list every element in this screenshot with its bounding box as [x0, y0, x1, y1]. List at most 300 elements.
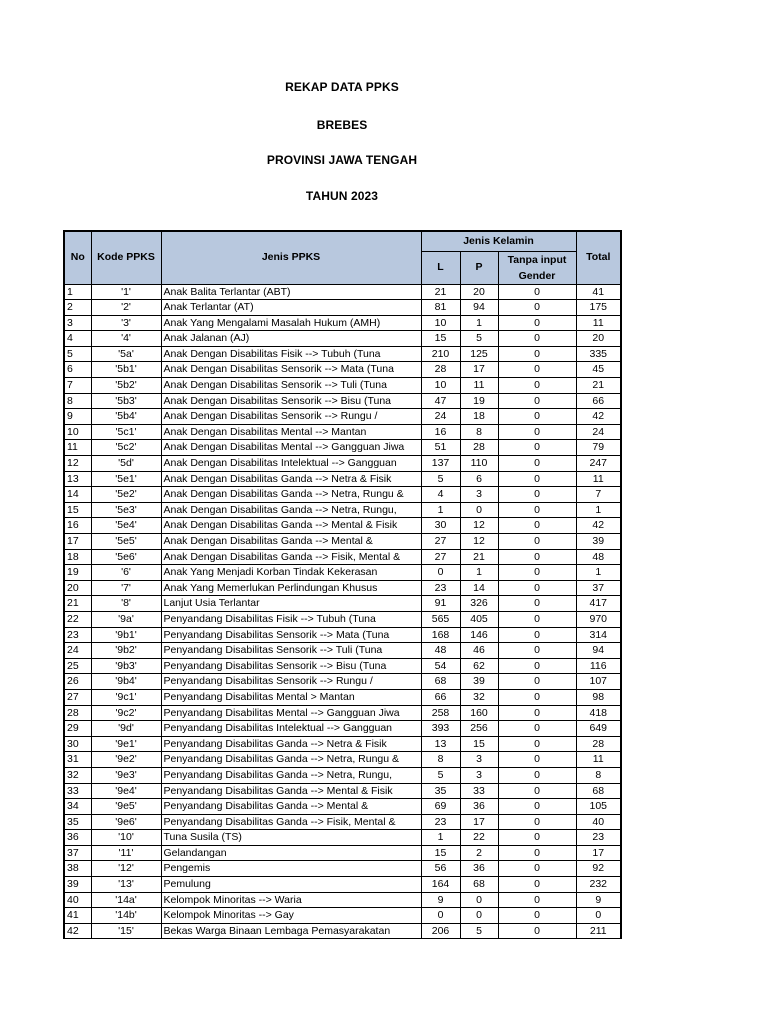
cell-no: 25 — [64, 658, 91, 674]
cell-l: 35 — [421, 783, 460, 799]
cell-p: 1 — [460, 315, 498, 331]
cell-no: 28 — [64, 705, 91, 721]
cell-no: 39 — [64, 877, 91, 893]
cell-l: 30 — [421, 518, 460, 534]
cell-no: 17 — [64, 534, 91, 550]
cell-tanpa-gender: 0 — [498, 346, 576, 362]
cell-no: 22 — [64, 611, 91, 627]
table-row — [64, 549, 621, 565]
cell-total: 23 — [576, 830, 621, 846]
cell-jenis: Anak Yang Memerlukan Perlindungan Khusus — [161, 580, 421, 596]
cell-tanpa-gender: 0 — [498, 923, 576, 939]
cell-tanpa-gender: 0 — [498, 378, 576, 394]
cell-kode: '9e1' — [91, 736, 161, 752]
table-row — [64, 300, 621, 316]
cell-total: 68 — [576, 783, 621, 799]
table-row — [64, 767, 621, 783]
cell-tanpa-gender: 0 — [498, 393, 576, 409]
cell-tanpa-gender: 0 — [498, 627, 576, 643]
cell-jenis: Lanjut Usia Terlantar — [161, 596, 421, 612]
cell-kode: '1' — [91, 284, 161, 300]
title-rekap: REKAP DATA PPKS — [285, 80, 399, 94]
cell-l: 51 — [421, 440, 460, 456]
cell-kode: '15' — [91, 923, 161, 939]
cell-total: 42 — [576, 409, 621, 425]
cell-p: 19 — [460, 393, 498, 409]
cell-tanpa-gender: 0 — [498, 284, 576, 300]
cell-p: 18 — [460, 409, 498, 425]
cell-kode: '9b1' — [91, 627, 161, 643]
table-row — [64, 689, 621, 705]
cell-tanpa-gender: 0 — [498, 689, 576, 705]
cell-p: 17 — [460, 814, 498, 830]
cell-jenis: Anak Yang Mengalami Masalah Hukum (AMH) — [161, 315, 421, 331]
cell-kode: '6' — [91, 565, 161, 581]
cell-jenis: Anak Dengan Disabilitas Sensorik --> Bisu (Tuna — [161, 393, 421, 409]
cell-jenis: Anak Dengan Disabilitas Ganda --> Mental & Fisik — [161, 518, 421, 534]
cell-tanpa-gender: 0 — [498, 783, 576, 799]
cell-l: 9 — [421, 892, 460, 908]
cell-p: 1 — [460, 565, 498, 581]
cell-l: 210 — [421, 346, 460, 362]
cell-kode: '5c2' — [91, 440, 161, 456]
cell-l: 393 — [421, 721, 460, 737]
table-row — [64, 596, 621, 612]
cell-jenis: Penyandang Disabilitas Ganda --> Netra, Rungu, — [161, 767, 421, 783]
table-body — [64, 284, 621, 939]
cell-p: 20 — [460, 284, 498, 300]
cell-l: 5 — [421, 471, 460, 487]
cell-kode: '5e2' — [91, 487, 161, 503]
cell-total: 21 — [576, 378, 621, 394]
cell-jenis: Penyandang Disabilitas Sensorik --> Tuli (Tuna — [161, 643, 421, 659]
cell-kode: '14a' — [91, 892, 161, 908]
table-row — [64, 861, 621, 877]
cell-no: 35 — [64, 814, 91, 830]
cell-total: 175 — [576, 300, 621, 316]
cell-l: 8 — [421, 752, 460, 768]
cell-l: 4 — [421, 487, 460, 503]
cell-p: 12 — [460, 534, 498, 550]
cell-kode: '5e4' — [91, 518, 161, 534]
cell-p: 94 — [460, 300, 498, 316]
cell-l: 0 — [421, 565, 460, 581]
cell-no: 20 — [64, 580, 91, 596]
cell-tanpa-gender: 0 — [498, 565, 576, 581]
cell-kode: '9e2' — [91, 752, 161, 768]
cell-tanpa-gender: 0 — [498, 674, 576, 690]
cell-kode: '9b2' — [91, 643, 161, 659]
cell-kode: '9a' — [91, 611, 161, 627]
cell-p: 256 — [460, 721, 498, 737]
cell-jenis: Anak Dengan Disabilitas Mental --> Gangguan Jiwa — [161, 440, 421, 456]
table-row — [64, 565, 621, 581]
cell-kode: '9b3' — [91, 658, 161, 674]
cell-jenis: Anak Dengan Disabilitas Fisik --> Tubuh (Tuna — [161, 346, 421, 362]
cell-tanpa-gender: 0 — [498, 534, 576, 550]
ppks-table — [63, 230, 622, 939]
cell-kode: '5e3' — [91, 502, 161, 518]
cell-l: 54 — [421, 658, 460, 674]
cell-tanpa-gender: 0 — [498, 892, 576, 908]
table-row — [64, 643, 621, 659]
cell-total: 314 — [576, 627, 621, 643]
cell-tanpa-gender: 0 — [498, 705, 576, 721]
cell-kode: '5b4' — [91, 409, 161, 425]
cell-l: 23 — [421, 814, 460, 830]
cell-l: 10 — [421, 315, 460, 331]
table-row — [64, 923, 621, 939]
cell-total: 649 — [576, 721, 621, 737]
cell-jenis: Anak Dengan Disabilitas Sensorik --> Tuli (Tuna — [161, 378, 421, 394]
table-row — [64, 830, 621, 846]
cell-total: 20 — [576, 331, 621, 347]
cell-jenis: Penyandang Disabilitas Fisik --> Tubuh (Tuna — [161, 611, 421, 627]
cell-kode: '12' — [91, 861, 161, 877]
table-row — [64, 456, 621, 472]
cell-no: 16 — [64, 518, 91, 534]
cell-kode: '9c2' — [91, 705, 161, 721]
table-row — [64, 611, 621, 627]
cell-kode: '5b3' — [91, 393, 161, 409]
cell-total: 24 — [576, 424, 621, 440]
cell-total: 116 — [576, 658, 621, 674]
cell-p: 36 — [460, 861, 498, 877]
cell-l: 24 — [421, 409, 460, 425]
cell-total: 17 — [576, 845, 621, 861]
cell-total: 1 — [576, 502, 621, 518]
cell-no: 15 — [64, 502, 91, 518]
cell-jenis: Anak Balita Terlantar (ABT) — [161, 284, 421, 300]
cell-kode: '9b4' — [91, 674, 161, 690]
table-row — [64, 627, 621, 643]
cell-p: 28 — [460, 440, 498, 456]
table-row — [64, 736, 621, 752]
cell-total: 11 — [576, 471, 621, 487]
cell-no: 19 — [64, 565, 91, 581]
cell-total: 11 — [576, 315, 621, 331]
cell-no: 1 — [64, 284, 91, 300]
cell-l: 28 — [421, 362, 460, 378]
cell-kode: '13' — [91, 877, 161, 893]
cell-no: 6 — [64, 362, 91, 378]
cell-tanpa-gender: 0 — [498, 752, 576, 768]
cell-tanpa-gender: 0 — [498, 830, 576, 846]
cell-kode: '5c1' — [91, 424, 161, 440]
cell-jenis: Kelompok Minoritas --> Gay — [161, 908, 421, 924]
cell-l: 0 — [421, 908, 460, 924]
cell-kode: '9e3' — [91, 767, 161, 783]
cell-no: 9 — [64, 409, 91, 425]
cell-p: 32 — [460, 689, 498, 705]
table-row — [64, 674, 621, 690]
cell-l: 21 — [421, 284, 460, 300]
table-row — [64, 409, 621, 425]
cell-no: 36 — [64, 830, 91, 846]
header-tanpa-gender: Tanpa input Gender — [498, 251, 576, 284]
cell-no: 38 — [64, 861, 91, 877]
header-l: L — [421, 251, 460, 284]
cell-l: 1 — [421, 502, 460, 518]
cell-jenis: Penyandang Disabilitas Sensorik --> Mata (Tuna — [161, 627, 421, 643]
cell-tanpa-gender: 0 — [498, 518, 576, 534]
cell-tanpa-gender: 0 — [498, 300, 576, 316]
cell-kode: '5e6' — [91, 549, 161, 565]
cell-p: 36 — [460, 799, 498, 815]
table-row — [64, 393, 621, 409]
cell-p: 160 — [460, 705, 498, 721]
cell-l: 168 — [421, 627, 460, 643]
cell-no: 42 — [64, 923, 91, 939]
cell-p: 5 — [460, 331, 498, 347]
table-row — [64, 752, 621, 768]
header-jenis: Jenis PPKS — [161, 231, 421, 284]
cell-tanpa-gender: 0 — [498, 502, 576, 518]
table-row — [64, 799, 621, 815]
table-row — [64, 892, 621, 908]
table-row — [64, 845, 621, 861]
cell-kode: '11' — [91, 845, 161, 861]
cell-jenis: Anak Jalanan (AJ) — [161, 331, 421, 347]
cell-p: 146 — [460, 627, 498, 643]
table-row — [64, 362, 621, 378]
cell-kode: '5b2' — [91, 378, 161, 394]
cell-p: 0 — [460, 502, 498, 518]
cell-jenis: Penyandang Disabilitas Ganda --> Mental & Fisik — [161, 783, 421, 799]
cell-no: 24 — [64, 643, 91, 659]
cell-jenis: Gelandangan — [161, 845, 421, 861]
cell-tanpa-gender: 0 — [498, 877, 576, 893]
cell-l: 69 — [421, 799, 460, 815]
cell-l: 23 — [421, 580, 460, 596]
cell-p: 22 — [460, 830, 498, 846]
cell-tanpa-gender: 0 — [498, 331, 576, 347]
cell-no: 21 — [64, 596, 91, 612]
cell-total: 247 — [576, 456, 621, 472]
cell-l: 91 — [421, 596, 460, 612]
table-row — [64, 502, 621, 518]
cell-l: 206 — [421, 923, 460, 939]
cell-l: 27 — [421, 549, 460, 565]
cell-total: 42 — [576, 518, 621, 534]
cell-total: 40 — [576, 814, 621, 830]
cell-tanpa-gender: 0 — [498, 658, 576, 674]
cell-total: 39 — [576, 534, 621, 550]
cell-total: 418 — [576, 705, 621, 721]
cell-jenis: Penyandang Disabilitas Mental --> Gangguan Jiwa — [161, 705, 421, 721]
cell-tanpa-gender: 0 — [498, 580, 576, 596]
cell-jenis: Anak Dengan Disabilitas Ganda --> Netra & Fisik — [161, 471, 421, 487]
cell-l: 56 — [421, 861, 460, 877]
cell-jenis: Anak Yang Menjadi Korban Tindak Kekerasan — [161, 565, 421, 581]
cell-tanpa-gender: 0 — [498, 721, 576, 737]
cell-no: 7 — [64, 378, 91, 394]
cell-total: 0 — [576, 908, 621, 924]
cell-kode: '9c1' — [91, 689, 161, 705]
table-row — [64, 908, 621, 924]
cell-p: 3 — [460, 487, 498, 503]
cell-kode: '5a' — [91, 346, 161, 362]
cell-tanpa-gender: 0 — [498, 440, 576, 456]
cell-p: 68 — [460, 877, 498, 893]
cell-tanpa-gender: 0 — [498, 596, 576, 612]
cell-jenis: Penyandang Disabilitas Mental > Mantan — [161, 689, 421, 705]
header-total: Total — [576, 231, 621, 284]
cell-l: 5 — [421, 767, 460, 783]
cell-no: 33 — [64, 783, 91, 799]
cell-no: 10 — [64, 424, 91, 440]
cell-jenis: Penyandang Disabilitas Ganda --> Netra & Fisik — [161, 736, 421, 752]
cell-tanpa-gender: 0 — [498, 908, 576, 924]
cell-no: 13 — [64, 471, 91, 487]
table-row — [64, 705, 621, 721]
cell-l: 137 — [421, 456, 460, 472]
cell-l: 1 — [421, 830, 460, 846]
cell-l: 258 — [421, 705, 460, 721]
cell-tanpa-gender: 0 — [498, 362, 576, 378]
title-region: BREBES — [316, 118, 368, 132]
cell-p: 33 — [460, 783, 498, 799]
table-row — [64, 331, 621, 347]
cell-p: 8 — [460, 424, 498, 440]
cell-tanpa-gender: 0 — [498, 487, 576, 503]
table-row — [64, 315, 621, 331]
cell-no: 3 — [64, 315, 91, 331]
table-row — [64, 378, 621, 394]
cell-total: 48 — [576, 549, 621, 565]
cell-no: 41 — [64, 908, 91, 924]
cell-jenis: Penyandang Disabilitas Sensorik --> Rungu / — [161, 674, 421, 690]
cell-jenis: Tuna Susila (TS) — [161, 830, 421, 846]
cell-jenis: Bekas Warga Binaan Lembaga Pemasyarakatan — [161, 923, 421, 939]
cell-no: 29 — [64, 721, 91, 737]
cell-tanpa-gender: 0 — [498, 845, 576, 861]
cell-jenis: Anak Dengan Disabilitas Sensorik --> Mata (Tuna — [161, 362, 421, 378]
cell-total: 970 — [576, 611, 621, 627]
cell-tanpa-gender: 0 — [498, 861, 576, 877]
title-province: PROVINSI JAWA TENGAH — [266, 153, 418, 167]
cell-kode: '5b1' — [91, 362, 161, 378]
header-no: No — [64, 231, 91, 284]
table-row — [64, 346, 621, 362]
cell-p: 0 — [460, 908, 498, 924]
cell-no: 8 — [64, 393, 91, 409]
cell-p: 14 — [460, 580, 498, 596]
cell-no: 12 — [64, 456, 91, 472]
cell-total: 98 — [576, 689, 621, 705]
cell-p: 15 — [460, 736, 498, 752]
cell-tanpa-gender: 0 — [498, 736, 576, 752]
table-row — [64, 580, 621, 596]
cell-kode: '14b' — [91, 908, 161, 924]
cell-total: 11 — [576, 752, 621, 768]
cell-tanpa-gender: 0 — [498, 643, 576, 659]
cell-p: 125 — [460, 346, 498, 362]
cell-l: 15 — [421, 845, 460, 861]
table-row — [64, 424, 621, 440]
cell-no: 37 — [64, 845, 91, 861]
cell-total: 37 — [576, 580, 621, 596]
cell-total: 335 — [576, 346, 621, 362]
table-row — [64, 518, 621, 534]
cell-l: 27 — [421, 534, 460, 550]
cell-jenis: Anak Dengan Disabilitas Sensorik --> Rungu / — [161, 409, 421, 425]
cell-p: 326 — [460, 596, 498, 612]
cell-total: 211 — [576, 923, 621, 939]
cell-jenis: Anak Dengan Disabilitas Mental --> Mantan — [161, 424, 421, 440]
cell-total: 7 — [576, 487, 621, 503]
cell-no: 14 — [64, 487, 91, 503]
table-row — [64, 658, 621, 674]
cell-no: 26 — [64, 674, 91, 690]
cell-kode: '9e4' — [91, 783, 161, 799]
cell-no: 11 — [64, 440, 91, 456]
cell-tanpa-gender: 0 — [498, 471, 576, 487]
cell-tanpa-gender: 0 — [498, 799, 576, 815]
cell-no: 4 — [64, 331, 91, 347]
cell-l: 47 — [421, 393, 460, 409]
cell-jenis: Penyandang Disabilitas Sensorik --> Bisu (Tuna — [161, 658, 421, 674]
cell-jenis: Pemulung — [161, 877, 421, 893]
cell-l: 13 — [421, 736, 460, 752]
cell-tanpa-gender: 0 — [498, 315, 576, 331]
cell-jenis: Anak Dengan Disabilitas Ganda --> Fisik, Mental & — [161, 549, 421, 565]
cell-p: 6 — [460, 471, 498, 487]
table-row — [64, 877, 621, 893]
cell-kode: '5d' — [91, 456, 161, 472]
cell-p: 46 — [460, 643, 498, 659]
cell-jenis: Penyandang Disabilitas Ganda --> Fisik, Mental & — [161, 814, 421, 830]
cell-l: 16 — [421, 424, 460, 440]
cell-p: 12 — [460, 518, 498, 534]
cell-no: 30 — [64, 736, 91, 752]
cell-tanpa-gender: 0 — [498, 549, 576, 565]
cell-kode: '5e1' — [91, 471, 161, 487]
cell-no: 34 — [64, 799, 91, 815]
cell-kode: '8' — [91, 596, 161, 612]
cell-total: 28 — [576, 736, 621, 752]
cell-total: 9 — [576, 892, 621, 908]
cell-p: 62 — [460, 658, 498, 674]
title-year: TAHUN 2023 — [305, 189, 379, 203]
cell-l: 15 — [421, 331, 460, 347]
cell-p: 110 — [460, 456, 498, 472]
cell-no: 32 — [64, 767, 91, 783]
cell-l: 66 — [421, 689, 460, 705]
cell-p: 3 — [460, 752, 498, 768]
cell-total: 92 — [576, 861, 621, 877]
cell-total: 107 — [576, 674, 621, 690]
cell-jenis: Pengemis — [161, 861, 421, 877]
cell-jenis: Kelompok Minoritas --> Waria — [161, 892, 421, 908]
cell-jenis: Anak Dengan Disabilitas Ganda --> Mental & — [161, 534, 421, 550]
cell-p: 405 — [460, 611, 498, 627]
cell-jenis: Penyandang Disabilitas Ganda --> Mental & — [161, 799, 421, 815]
cell-p: 3 — [460, 767, 498, 783]
cell-total: 45 — [576, 362, 621, 378]
cell-no: 5 — [64, 346, 91, 362]
table-row — [64, 783, 621, 799]
cell-no: 31 — [64, 752, 91, 768]
cell-kode: '9e5' — [91, 799, 161, 815]
cell-no: 27 — [64, 689, 91, 705]
table-row — [64, 440, 621, 456]
table-row — [64, 814, 621, 830]
cell-kode: '2' — [91, 300, 161, 316]
cell-total: 1 — [576, 565, 621, 581]
table-row — [64, 471, 621, 487]
cell-jenis: Anak Dengan Disabilitas Ganda --> Netra, Rungu, — [161, 502, 421, 518]
